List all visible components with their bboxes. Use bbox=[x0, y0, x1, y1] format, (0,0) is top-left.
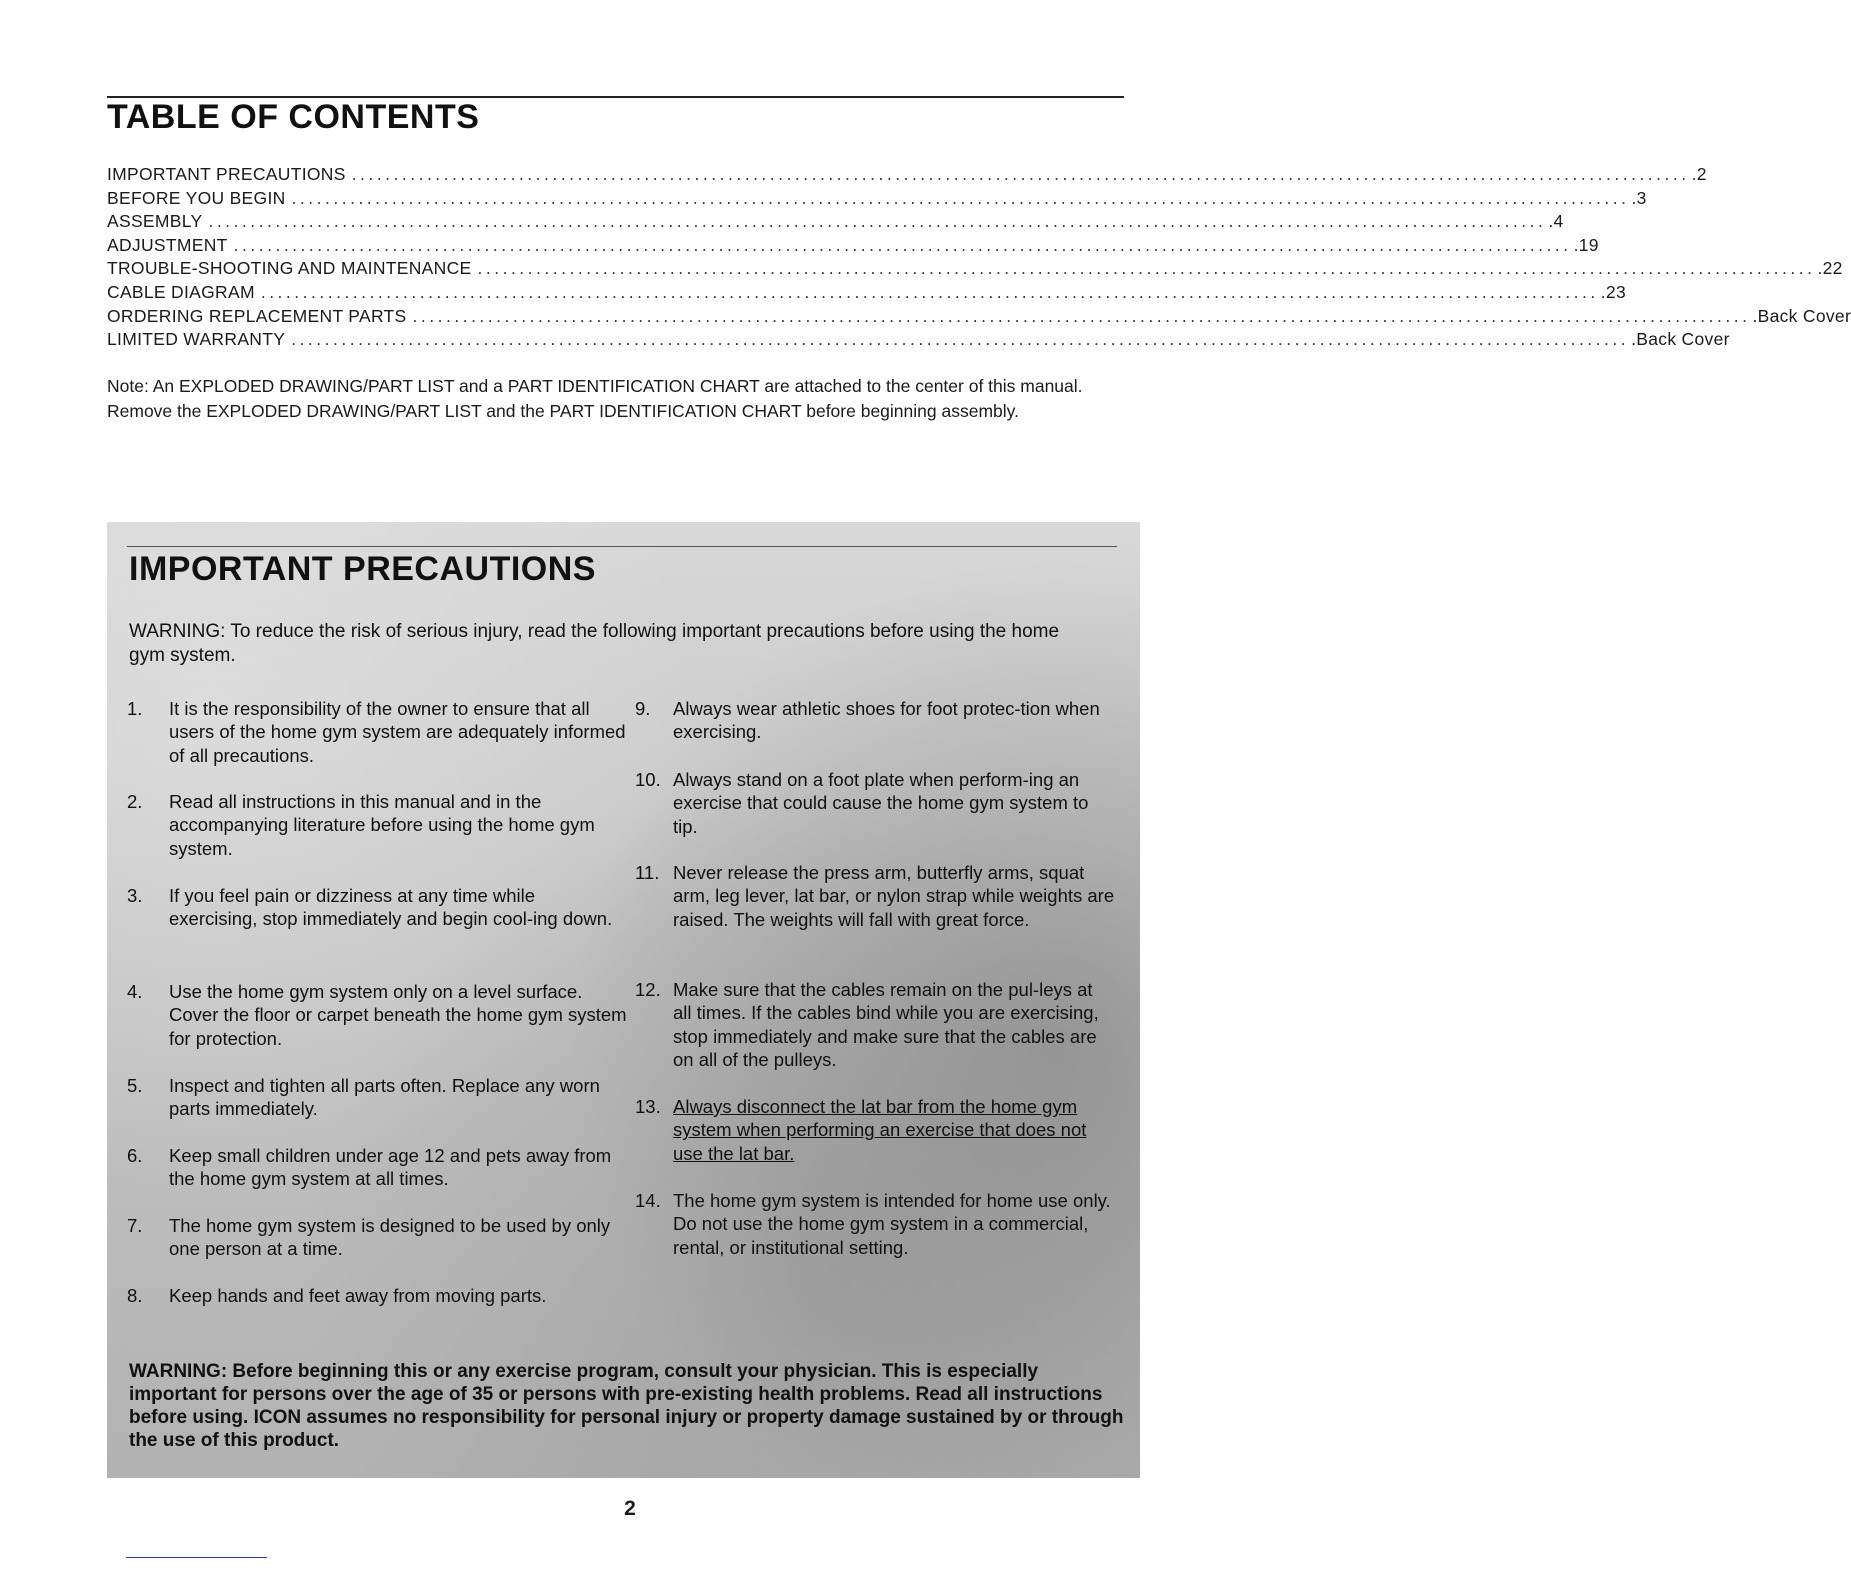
precaution-number: 3. bbox=[127, 885, 143, 906]
precaution-number: 6. bbox=[127, 1145, 143, 1166]
precaution-item bbox=[635, 1189, 1115, 1261]
toc-entry[interactable] bbox=[107, 234, 1599, 259]
precaution-number: 8. bbox=[127, 1285, 143, 1306]
precautions-right-column bbox=[635, 697, 1115, 1261]
precaution-item bbox=[127, 884, 627, 980]
precaution-text: The home gym system is designed to be used by only one person at a time. bbox=[169, 1215, 611, 1260]
precaution-number: 1. bbox=[127, 698, 143, 719]
precaution-text: Always disconnect the lat bar from the home gym system when performing an exercise that does not use the lat bar. bbox=[673, 1096, 1087, 1164]
toc-entry-page: .Back Cover bbox=[1752, 305, 1851, 326]
precaution-item bbox=[635, 861, 1115, 978]
toc-leader-dots: ................................................................................................................................................................ bbox=[291, 187, 1630, 208]
precaution-text: Never release the press arm, butterfly arms, squat arm, leg lever, lat bar, or nylon strap while weights are raised. The weights will fall with great force. bbox=[673, 862, 1115, 930]
precaution-number: 4. bbox=[127, 981, 143, 1002]
toc-leader-dots: ................................................................................................................................................................ bbox=[291, 329, 1630, 350]
toc-entry[interactable] bbox=[107, 329, 1730, 353]
precaution-text: Always wear athletic shoes for foot protec-tion when exercising. bbox=[673, 698, 1100, 743]
toc-entry-label: BEFORE YOU BEGIN bbox=[107, 187, 286, 208]
toc-entry[interactable] bbox=[107, 258, 1843, 282]
toc-entry-page: .19 bbox=[1573, 234, 1599, 255]
toc-entry-label: LIMITED WARRANTY bbox=[107, 329, 286, 350]
precaution-item bbox=[127, 1144, 627, 1214]
precaution-text: Keep small children under age 12 and pets away from the home gym system at all times. bbox=[169, 1145, 612, 1190]
precaution-item bbox=[127, 980, 627, 1074]
precaution-item bbox=[635, 1095, 1115, 1189]
precautions-panel bbox=[107, 522, 1140, 1478]
toc-entry-page: .3 bbox=[1631, 187, 1647, 208]
precaution-text: Use the home gym system only on a level surface. Cover the floor or carpet beneath the home gym system for protection. bbox=[169, 981, 627, 1049]
toc-leader-dots: ................................................................................................................................................................ bbox=[351, 164, 1690, 184]
toc-entry-label: ASSEMBLY bbox=[107, 211, 203, 232]
precaution-text: Always stand on a foot plate when perform-ing an exercise that could cause the home gym system to tip. bbox=[673, 769, 1089, 837]
toc-entry-label: ORDERING REPLACEMENT PARTS bbox=[107, 305, 407, 326]
precaution-item bbox=[127, 790, 627, 884]
toc-entry[interactable] bbox=[107, 281, 1626, 306]
precaution-number: 14. bbox=[635, 1190, 661, 1211]
toc-entry-label: CABLE DIAGRAM bbox=[107, 281, 255, 302]
precaution-text: Read all instructions in this manual and in the accompanying literature before using the home gym system. bbox=[169, 791, 595, 859]
toc-entry-page: .22 bbox=[1817, 258, 1843, 279]
footer-rule bbox=[126, 1557, 267, 1558]
precaution-number: 13. bbox=[635, 1096, 661, 1117]
toc-entry-page: .4 bbox=[1548, 211, 1564, 232]
precaution-item bbox=[127, 1074, 627, 1144]
precaution-text: The home gym system is intended for home use only. Do not use the home gym system in a commercial, rental, or institutional setting. bbox=[673, 1190, 1111, 1258]
precaution-item bbox=[635, 978, 1115, 1095]
toc-entry-label: TROUBLE-SHOOTING AND MAINTENANCE bbox=[107, 258, 472, 279]
precaution-text: Keep hands and feet away from moving parts. bbox=[169, 1285, 547, 1306]
toc-entry-label: IMPORTANT PRECAUTIONS bbox=[107, 164, 346, 184]
toc-entry-label: ADJUSTMENT bbox=[107, 234, 228, 255]
toc-entry[interactable] bbox=[107, 164, 1707, 188]
toc-leader-dots: ................................................................................................................................................................ bbox=[477, 258, 1816, 279]
toc-note: Note: An EXPLODED DRAWING/PART LIST and a PART IDENTIFICATION CHART are attached to the center of this manual. Remove the EXPLODED DRAWING/PART LIST and the PART IDENTIFICATION CHART before beginning assembly. bbox=[107, 376, 1083, 421]
toc-list bbox=[107, 164, 1851, 353]
precaution-number: 9. bbox=[635, 698, 651, 719]
warning-bottom: WARNING: Before beginning this or any exercise program, consult your physician. This is especially important for persons over the age of 35 or persons with pre-existing health problems. Read all instructions before using. ICON assumes no responsibility for personal injury or property damage sustained by or through the use of this product. bbox=[129, 1361, 1124, 1451]
precaution-text: If you feel pain or dizziness at any time while exercising, stop immediately and begin cool-ing down. bbox=[169, 885, 613, 930]
precautions-divider bbox=[127, 546, 1117, 547]
precaution-text: It is the responsibility of the owner to ensure that all users of the home gym system are adequately informed of all precautions. bbox=[169, 698, 626, 766]
precautions-left-column bbox=[127, 697, 627, 1334]
precaution-item bbox=[127, 1214, 627, 1284]
toc-entry[interactable] bbox=[107, 187, 1647, 212]
toc-entry[interactable] bbox=[107, 211, 1564, 235]
precaution-number: 5. bbox=[127, 1075, 143, 1096]
precaution-item bbox=[127, 1284, 627, 1334]
toc-leader-dots: ................................................................................................................................................................ bbox=[412, 305, 1751, 326]
warning-top: WARNING: To reduce the risk of serious injury, read the following important precautions before using the home gym system. bbox=[129, 621, 1060, 666]
precaution-item bbox=[127, 697, 627, 790]
toc-entry-page: .Back Cover bbox=[1631, 329, 1730, 350]
precaution-number: 12. bbox=[635, 979, 661, 1000]
precaution-text: Inspect and tighten all parts often. Replace any worn parts immediately. bbox=[169, 1075, 600, 1120]
precaution-number: 10. bbox=[635, 769, 661, 790]
page-number: 2 bbox=[624, 1497, 636, 1520]
toc-entry[interactable] bbox=[107, 305, 1851, 330]
toc-title: TABLE OF CONTENTS bbox=[107, 98, 480, 136]
precaution-number: 2. bbox=[127, 791, 143, 812]
toc-entry-page: .2 bbox=[1691, 164, 1707, 184]
precaution-item bbox=[635, 768, 1115, 861]
precaution-number: 11. bbox=[635, 862, 660, 883]
precautions-title: IMPORTANT PRECAUTIONS bbox=[129, 550, 596, 588]
toc-entry-page: .23 bbox=[1600, 281, 1626, 302]
precaution-item bbox=[635, 697, 1115, 768]
toc-leader-dots: ................................................................................................................................................................ bbox=[208, 211, 1547, 232]
precaution-number: 7. bbox=[127, 1215, 143, 1236]
precaution-text: Make sure that the cables remain on the pul-leys at all times. If the cables bind while you are exercising, stop immediately and make sure that the cables are on all of the pulleys. bbox=[673, 979, 1099, 1071]
toc-leader-dots: ................................................................................................................................................................ bbox=[233, 234, 1572, 255]
toc-leader-dots: ................................................................................................................................................................ bbox=[260, 281, 1599, 302]
